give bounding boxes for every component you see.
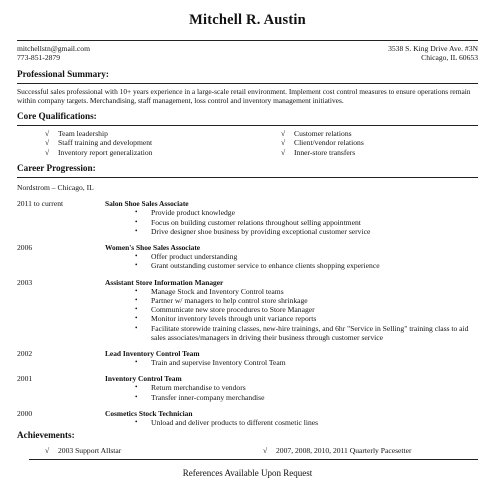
phone-text: 773-851-2879 xyxy=(17,53,61,63)
bullet-icon: • xyxy=(135,392,138,401)
duty-list xyxy=(135,208,478,236)
job-entry xyxy=(17,199,478,236)
job-entry xyxy=(17,243,478,271)
job-entry xyxy=(17,349,478,367)
address-line2: Chicago, IL 60653 xyxy=(421,53,478,63)
qualification-label: Inner-store transfers xyxy=(294,147,356,157)
qualifications-divider xyxy=(17,125,478,126)
bullet-icon: • xyxy=(135,226,138,235)
duty-list xyxy=(135,358,478,367)
duty-text: Partner w/ managers to help control store shrinkage xyxy=(151,295,308,305)
bullet-icon: • xyxy=(135,217,138,226)
bullet-icon: • xyxy=(135,208,138,217)
duty-list xyxy=(135,418,478,427)
duty-item xyxy=(135,208,478,217)
checkmark-icon: √ xyxy=(281,147,286,157)
references-note: References Available Upon Request xyxy=(182,467,313,478)
duty-text: Facilitate storewide training classes, new-hire trainings, and 6hr "Service in Selling" training class to aid sales associates/managers in driving their business through customer service xyxy=(151,323,469,342)
duty-text: Monitor inventory levels through unit variance reports xyxy=(151,314,317,324)
job-title: Lead Inventory Control Team xyxy=(105,349,200,359)
email-text: mitchellstn@gmail.com xyxy=(17,44,91,53)
qualification-label: Client/vendor relations xyxy=(294,138,364,148)
checkmark-icon: √ xyxy=(45,446,50,456)
bullet-icon: • xyxy=(135,383,138,392)
duty-text: Unload and deliver products to different cosmetic lines xyxy=(151,417,319,427)
qualification-label: Inventory report generalization xyxy=(58,147,153,157)
duty-text: Train and supervise Inventory Control Team xyxy=(151,358,286,368)
achievement-item xyxy=(45,446,263,455)
duty-text: Focus on building customer relations throughout selling appointment xyxy=(151,217,361,227)
duty-text: Offer product understanding xyxy=(151,252,238,262)
summary-heading: Professional Summary: xyxy=(17,68,109,79)
duty-item xyxy=(135,324,478,343)
header-divider xyxy=(17,40,478,41)
career-heading: Career Progression: xyxy=(17,162,96,173)
qualification-item xyxy=(281,138,364,147)
job-detail xyxy=(105,199,478,236)
achievement-text: 2003 Support Allstar xyxy=(58,446,122,456)
bullet-icon: • xyxy=(135,252,138,261)
achievement-text: 2007, 2008, 2010, 2011 Quarterly Pacesetter xyxy=(276,446,412,456)
bullet-icon: • xyxy=(135,323,138,332)
bullet-icon: • xyxy=(135,417,138,426)
duty-list xyxy=(135,383,478,402)
job-title: Inventory Control Team xyxy=(105,374,182,384)
qualifications-col-left xyxy=(45,129,281,157)
duty-item xyxy=(135,296,478,305)
qualifications-list xyxy=(17,129,478,157)
contact-left xyxy=(17,44,90,63)
summary-divider xyxy=(17,83,478,84)
duty-item xyxy=(135,393,478,402)
achievements-divider xyxy=(29,459,478,460)
checkmark-icon: √ xyxy=(45,147,50,157)
checkmark-icon: √ xyxy=(281,138,286,148)
job-detail xyxy=(105,409,478,427)
duty-item xyxy=(135,287,478,296)
qualification-item xyxy=(45,129,281,138)
duty-item xyxy=(135,305,478,314)
checkmark-icon: √ xyxy=(263,446,268,456)
checkmark-icon: √ xyxy=(45,129,50,138)
checkmark-icon: √ xyxy=(45,138,50,148)
job-entry xyxy=(17,278,478,343)
duty-list xyxy=(135,287,478,343)
bullet-icon: • xyxy=(135,295,138,304)
job-date: 2002 xyxy=(17,349,33,359)
qualification-label: Staff training and development xyxy=(58,138,153,148)
duty-item xyxy=(135,227,478,236)
qualification-item xyxy=(45,148,281,157)
duty-text: Grant outstanding customer service to enhance clients shopping experience xyxy=(151,261,380,271)
job-date: 2001 xyxy=(17,374,33,384)
job-date: 2011 to current xyxy=(17,199,64,209)
achievements-list xyxy=(17,446,478,455)
job-title: Cosmetics Stock Technician xyxy=(105,408,193,418)
job-date: 2003 xyxy=(17,277,33,287)
job-detail xyxy=(105,243,478,271)
job-detail xyxy=(105,349,478,367)
contact-block xyxy=(17,44,478,63)
career-divider xyxy=(17,177,478,178)
job-date: 2000 xyxy=(17,408,33,418)
duty-text: Communicate new store procedures to Store Manager xyxy=(151,305,315,315)
job-list xyxy=(17,199,478,427)
job-entry xyxy=(17,374,478,402)
duty-text: Drive designer shoe business by providing exceptional customer service xyxy=(151,226,371,236)
bullet-icon: • xyxy=(135,286,138,295)
duty-text: Return merchandise to vendors xyxy=(151,383,246,393)
duty-list xyxy=(135,252,478,271)
duty-text: Provide product knowledge xyxy=(151,208,235,218)
job-title: Assistant Store Information Manager xyxy=(105,277,224,287)
duty-item xyxy=(135,261,478,270)
duty-item xyxy=(135,252,478,261)
duty-item xyxy=(135,314,478,323)
qualification-label: Team leadership xyxy=(58,129,108,138)
employer-text: Nordstrom – Chicago, IL xyxy=(17,182,94,192)
duty-item xyxy=(135,358,478,367)
duty-text: Transfer inner-company merchandise xyxy=(151,392,265,402)
summary-text: Successful sales professional with 10+ years experience in a large-scale retail environment. Implement cost control measures to ensure operations remain within company targets. Merchandising, staff management, loss control and inventory management initiatives. xyxy=(17,86,471,105)
contact-right xyxy=(388,44,478,63)
qualification-item xyxy=(281,148,364,157)
duty-item xyxy=(135,418,478,427)
job-title: Salon Shoe Sales Associate xyxy=(105,199,189,209)
job-detail xyxy=(105,374,478,402)
qualifications-col-right xyxy=(281,129,364,157)
duty-text: Manage Stock and Inventory Control teams xyxy=(151,286,284,296)
checkmark-icon: √ xyxy=(281,129,286,138)
achievements-heading: Achievements: xyxy=(17,430,75,441)
qualification-label: Customer relations xyxy=(294,129,352,138)
duty-item xyxy=(135,218,478,227)
achievement-item xyxy=(263,446,412,455)
job-detail xyxy=(105,278,478,343)
qualification-item xyxy=(45,138,281,147)
address-line1: 3538 S. King Drive Ave. #3N xyxy=(388,44,478,53)
bullet-icon: • xyxy=(135,314,138,323)
job-entry xyxy=(17,409,478,427)
bullet-icon: • xyxy=(135,358,138,367)
qualifications-heading: Core Qualifications: xyxy=(17,110,97,121)
qualification-item xyxy=(281,129,364,138)
job-date: 2006 xyxy=(17,243,33,252)
duty-item xyxy=(135,383,478,392)
candidate-name: Mitchell R. Austin xyxy=(189,12,306,28)
bullet-icon: • xyxy=(135,261,138,270)
job-title: Women's Shoe Sales Associate xyxy=(105,243,201,252)
bullet-icon: • xyxy=(135,305,138,314)
